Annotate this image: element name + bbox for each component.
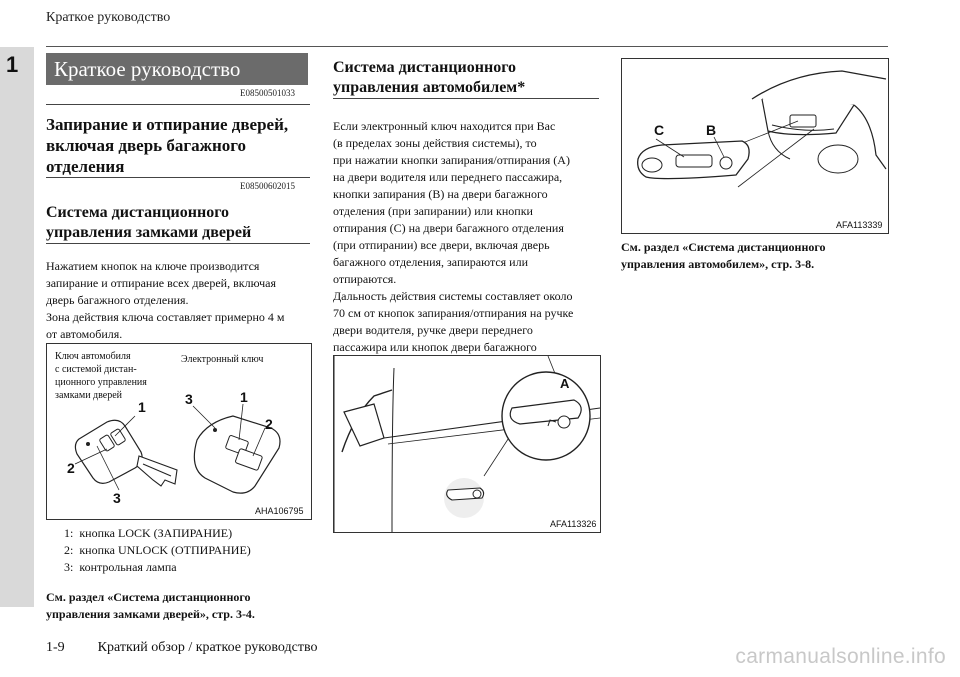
tailgate-figure [621, 58, 889, 234]
footer-title: Краткий обзор / краткое руководство [97, 640, 318, 655]
callout-c: C [654, 122, 665, 138]
legend-num: 2: [64, 543, 74, 557]
page-footer [46, 640, 317, 656]
heading-rule-top [46, 104, 310, 105]
section-title-box: Краткое руководство [46, 53, 308, 85]
chapter-side-tab [0, 47, 34, 607]
chapter-number: 1 [6, 52, 19, 77]
reference-remote-vehicle: См. раздел «Система дистанционного управления автомобилем», стр. 3-8. [621, 240, 826, 271]
header-rule [46, 46, 888, 47]
reference-remote-locks: См. раздел «Система дистанционного управления замками дверей», стр. 3-4. [46, 590, 255, 621]
subheading-rule [46, 243, 310, 244]
legend-text: кнопка UNLOCK (ОТПИРАНИЕ) [79, 543, 251, 557]
section-heading: Запирание и отпирание дверей, включая дверь багажного отделения [46, 115, 289, 176]
callout-smart-3: 3 [185, 391, 193, 407]
running-head: Краткое руководство [46, 10, 171, 25]
door-figure-id: AFA113326 [550, 519, 597, 529]
legend-text: кнопка LOCK (ЗАПИРАНИЕ) [79, 526, 233, 540]
legend-item [64, 525, 314, 542]
callout-smart-1: 1 [240, 389, 248, 405]
heading-remote-vehicle-rule [333, 98, 599, 99]
page-number: 1-9 [46, 640, 65, 655]
key-figure-label-left: Ключ автомобиля с системой дистан- ционного управления замками дверей [55, 351, 147, 401]
callout-key-3: 3 [113, 490, 121, 506]
legend-item [64, 559, 314, 576]
section-code-2: E08500602015 [240, 181, 295, 191]
remote-vehicle-paragraph: Если электронный ключ находится при Вас (в пределах зоны действия системы), то при нажатии кнопки запирания/отпирания (A) на двери водителя или переднего пассажира, кнопки запирания (B) на двери багажного отделения (при запирании) или кнопки отпирания (C) на двери багажного отделения (при отпирании) все двери, включая дверь багажного отделения, запираются или отпираются. Дальность действия системы составляет около 70 см от кнопок запирания/отпирания на ручке двери водителя, ручке двери переднего пассажира или кнопок двери багажного [333, 119, 574, 354]
legend-text: контрольная лампа [79, 560, 177, 574]
heading-rule-bottom [46, 177, 310, 178]
section-code-1: E08500501033 [240, 88, 295, 98]
legend-item [64, 542, 314, 559]
door-handle-figure [333, 355, 601, 533]
remote-key-drawing [75, 420, 177, 486]
tailgate-figure-id: AFA113339 [836, 220, 883, 230]
callout-key-1: 1 [138, 399, 146, 415]
subheading-remote-locks: Система дистанционного управления замками дверей [46, 204, 252, 241]
key-figure [46, 343, 312, 520]
key-figure-label-right: Электронный ключ [181, 354, 264, 365]
tailgate-illustration [622, 59, 888, 233]
callout-a: A [560, 376, 570, 391]
callout-key-2: 2 [67, 460, 75, 476]
legend-num: 1: [64, 526, 74, 540]
callout-b: B [706, 122, 717, 138]
legend-num: 3: [64, 560, 74, 574]
remote-locks-paragraph: Нажатием кнопок на ключе производится запирание и отпирание всех дверей, включая дверь багажного отделения. Зона действия ключа составляет примерно 4 м от автомобиля. [46, 259, 285, 341]
key-legend [64, 525, 314, 576]
heading-remote-vehicle: Система дистанционного управления автомобилем* [333, 59, 526, 96]
callout-smart-2: 2 [265, 416, 273, 432]
watermark: carmanualsonline.info [735, 645, 946, 668]
key-figure-id: AHA106795 [255, 506, 304, 516]
